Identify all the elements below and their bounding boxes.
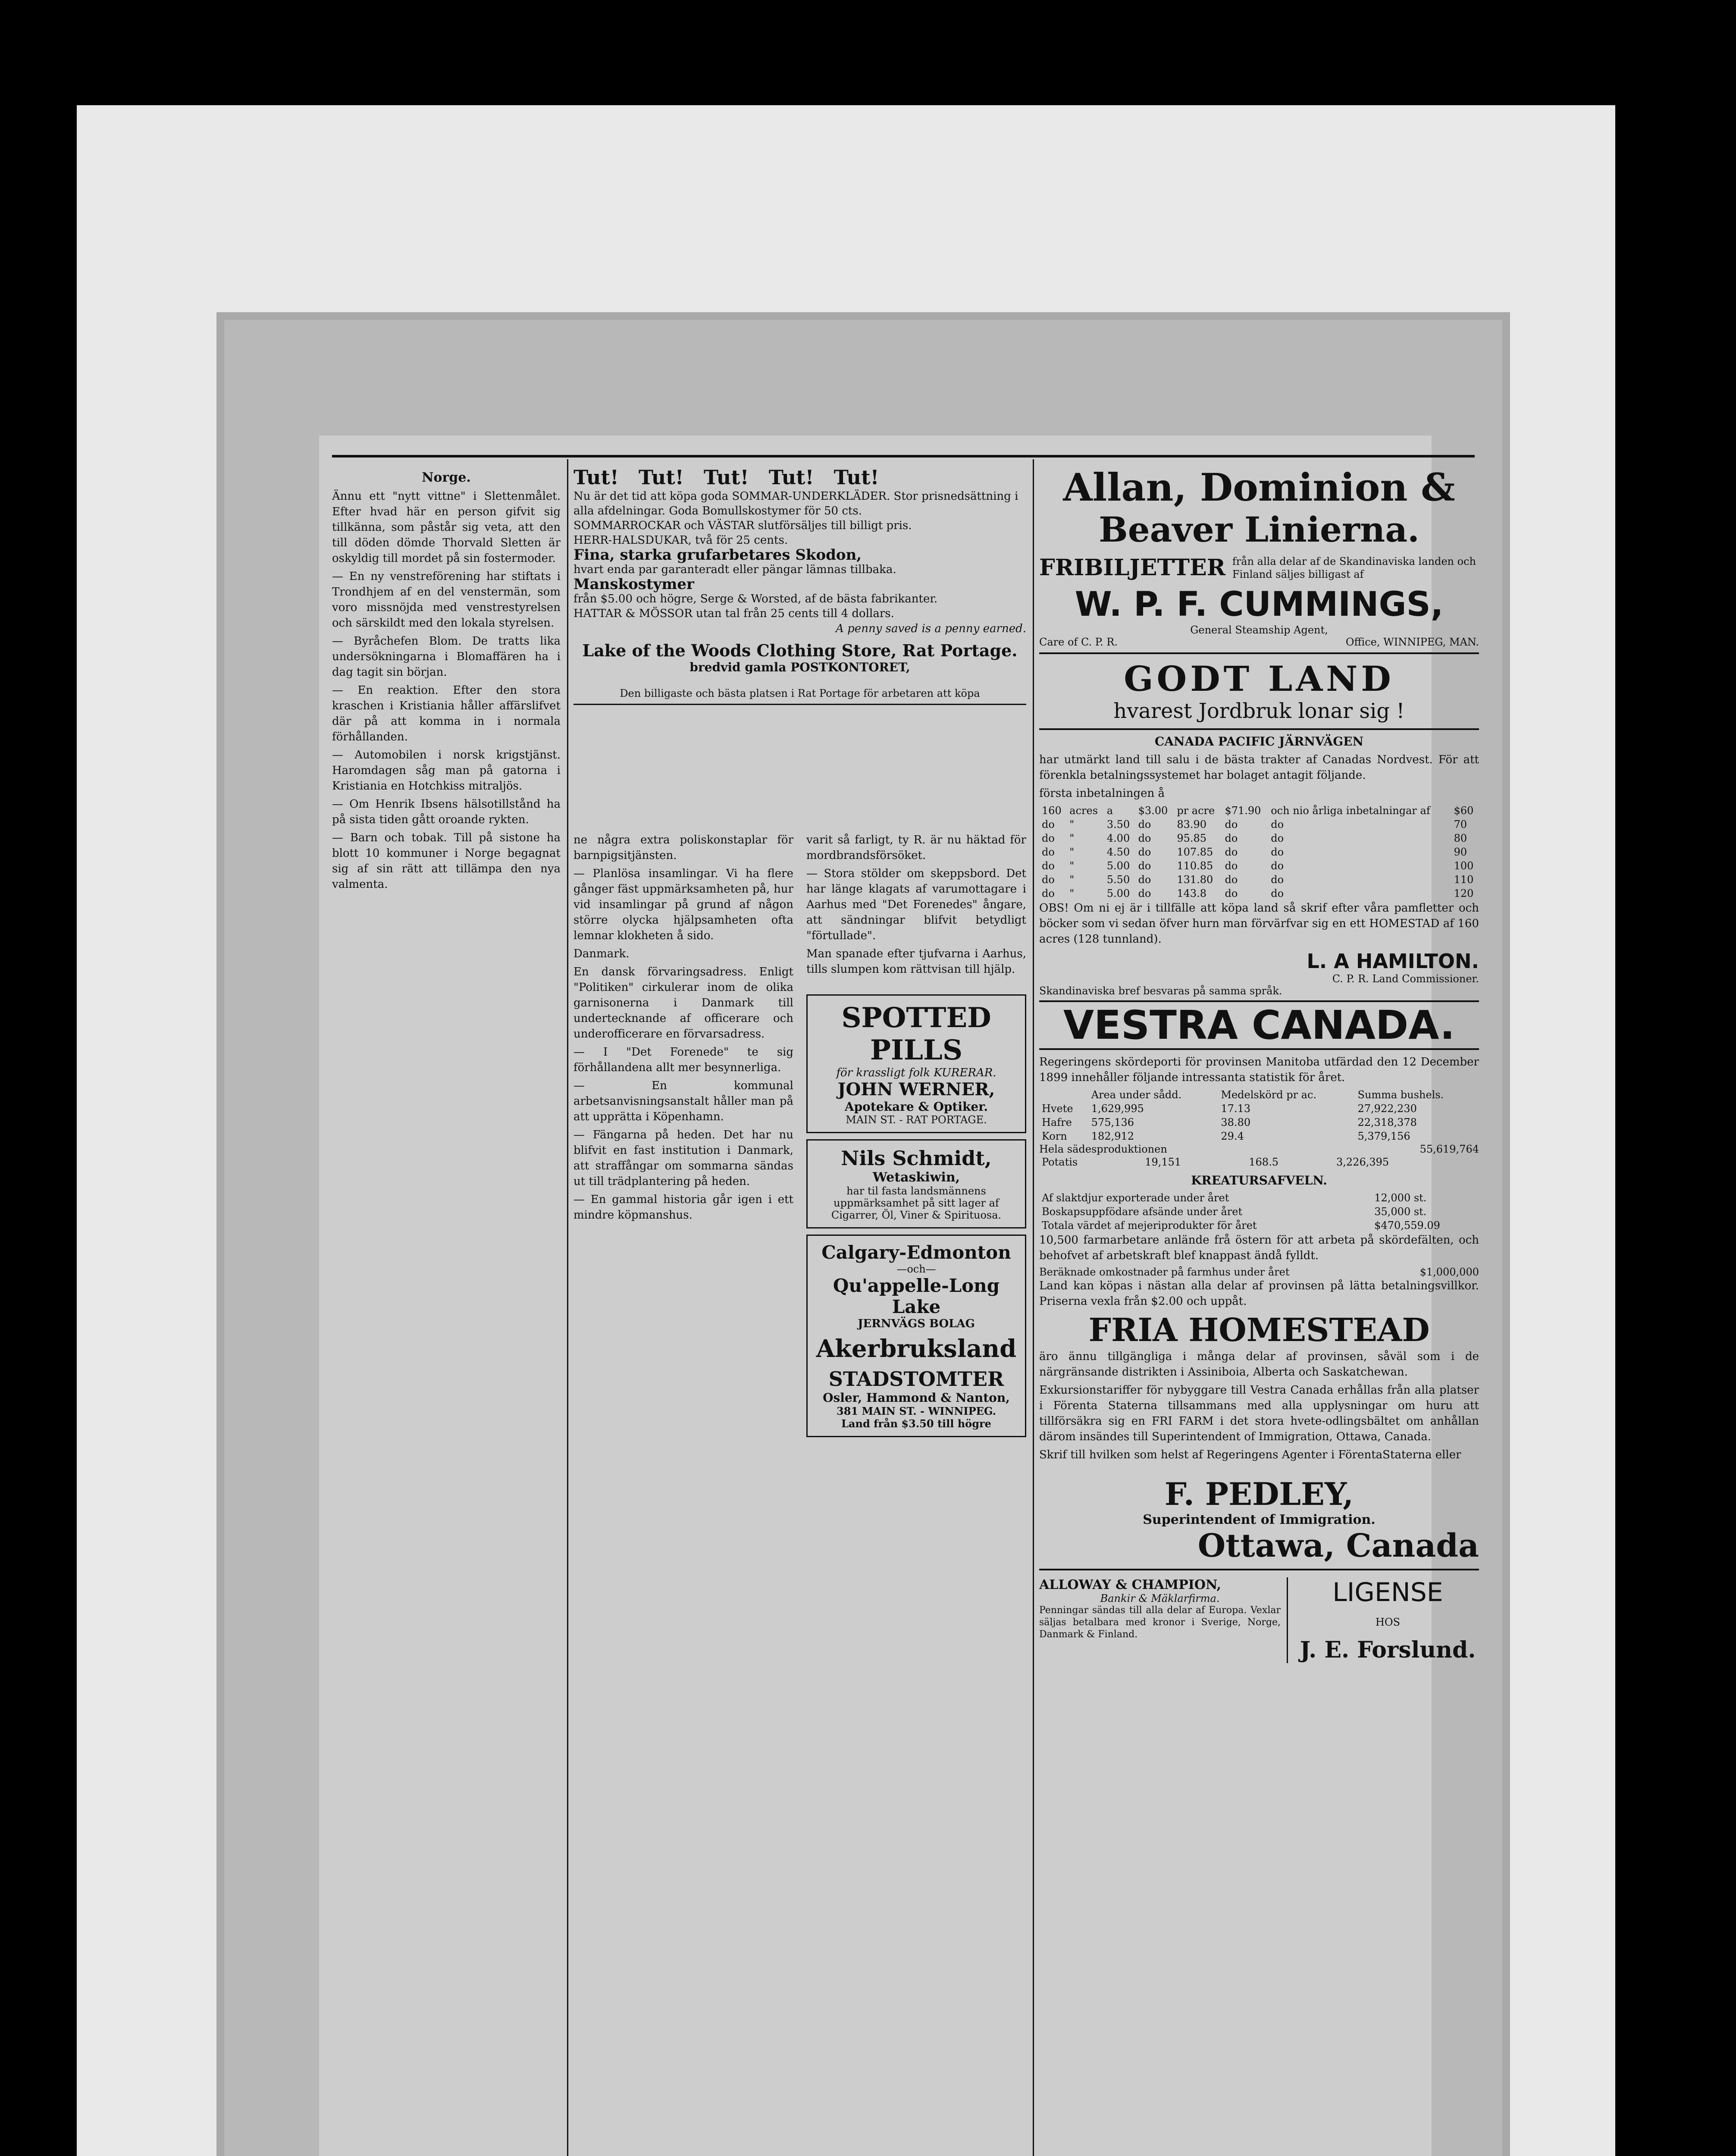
table-cell: do <box>1042 887 1055 899</box>
table-cell: och nio årliga inbetalningar af <box>1271 805 1430 817</box>
table-cell: " <box>1069 846 1075 858</box>
cummings-address <box>1039 636 1479 654</box>
table-cell: do <box>1138 887 1151 899</box>
cummings-role: General Steamship Agent, <box>1190 624 1328 636</box>
godt-land-title: GODT LAND <box>1124 658 1394 699</box>
table-cell: " <box>1069 832 1075 844</box>
exkursion-text: Exkursionstariffer för nybyggare till Vestra Canada erhållas från alla platser i Förenta Staterna tillsammans med alla upplysningar om huru att tillförsäkra sig en FRI FARM i det stora hvete-odlingsbältet om anhållan därom insändes till Superintendent of Immigration, Ottawa, Canada. <box>1039 1384 1479 1443</box>
right-subcolumn <box>806 832 1026 1443</box>
hamilton-role: C. P. R. Land Commissioner. <box>1332 973 1479 985</box>
cpr-text: har utmärkt land till salu i de bästa trakter af Canadas Nordvest. För att förenkla betalningssystemet har bolaget antagit följande. <box>1039 753 1479 782</box>
ad-line: hvart enda par garanteradt eller pängar lämnas tillbaka. <box>573 563 896 576</box>
table-cell: $71.90 <box>1225 805 1261 817</box>
table-cell: do <box>1271 832 1284 844</box>
table-cell: do <box>1042 874 1055 886</box>
table-cell: 22,318,378 <box>1357 1116 1417 1128</box>
table-cell: do <box>1225 846 1238 858</box>
ad-line: SOMMARROCKAR och VÄSTAR slutförsäljes till billigt pris. <box>573 519 912 532</box>
store-location: bredvid gamla POSTKONTORET, <box>689 660 910 674</box>
table-cell: 27,922,230 <box>1357 1103 1417 1115</box>
crop-row <box>1039 1116 1479 1129</box>
table-cell: Area under sådd. <box>1091 1089 1182 1101</box>
table-cell: do <box>1225 818 1238 830</box>
kreatur-row <box>1039 1219 1479 1232</box>
pills-role: Apotekare & Optiker. <box>844 1100 988 1114</box>
table-cell: $3.00 <box>1138 805 1168 817</box>
licence-ad <box>1297 1577 1479 1663</box>
hela-row <box>1039 1143 1479 1155</box>
crop-row <box>1039 1129 1479 1143</box>
table-cell: 575,136 <box>1091 1116 1134 1128</box>
crop-row <box>1039 1088 1479 1102</box>
table-cell: 5.00 <box>1106 887 1130 899</box>
land-payment-table <box>1039 804 1479 900</box>
tut-word: Tut! <box>834 466 879 489</box>
fribiljetter-text: från alla delar af de Skandinaviska landen och Finland säljes billigast af <box>1232 555 1476 580</box>
table-cell: 110.85 <box>1177 860 1213 872</box>
table-cell: 17.13 <box>1221 1103 1251 1115</box>
table-cell: 38.80 <box>1221 1116 1251 1128</box>
schmidt-name: Nils Schmidt, <box>841 1147 992 1170</box>
kreatur-row <box>1039 1191 1479 1205</box>
pills-name: JOHN WERNER, <box>837 1079 995 1100</box>
pedley-role: Superintendent of Immigration. <box>1143 1512 1376 1527</box>
table-cell: 3.50 <box>1106 818 1130 830</box>
cpr-title: CANADA PACIFIC JÄRNVÄGEN <box>1154 734 1364 749</box>
ad-line: Fina, starka grufarbetares Skodon, <box>573 546 862 564</box>
table-cell: do <box>1225 860 1238 872</box>
fria-text: äro ännu tillgängliga i många delar af provinsen, såväl som i de närgränsande distrikten i Assiniboia, Alberta och Saskatchewan. <box>1039 1350 1479 1379</box>
article-paragraph: — I "Det Forenede" te sig förhållandena allt mer besynnerliga. <box>573 1046 793 1074</box>
alloway-subtitle: Bankir & Mäklarfirma. <box>1100 1592 1220 1604</box>
jordbruk-subtitle: hvarest Jordbruk lonar sig ! <box>1039 699 1479 730</box>
quappelle-title: Qu'appelle-Long Lake <box>833 1275 1000 1317</box>
osler-name: Osler, Hammond & Nanton, <box>823 1391 1010 1405</box>
licence-hos: HOS <box>1375 1616 1401 1628</box>
licence-title: LIGENSE <box>1332 1577 1443 1608</box>
tut-word: Tut! <box>768 466 814 489</box>
fribiljetter-row <box>1039 555 1479 581</box>
table-cell: Totala värdet af mejeriprodukter för året <box>1042 1219 1257 1232</box>
table-cell: do <box>1042 818 1055 830</box>
land-price: Land från $3.50 till högre <box>841 1417 991 1430</box>
table-cell: 5.00 <box>1106 860 1130 872</box>
ottawa-title: Ottawa, Canada <box>1039 1527 1479 1570</box>
table-cell: do <box>1225 832 1238 844</box>
article-paragraph: — Stora stölder om skeppsbord. Det har länge klagats af varumottagare i Aarhus med "Det Forenedes" ångare, att sändningar blifvit betydligt "förtullade". <box>806 867 1026 942</box>
vestra-canada-title: VESTRA CANADA. <box>1039 1002 1479 1050</box>
table-cell: do <box>1042 860 1055 872</box>
table-cell: 70 <box>1454 818 1467 830</box>
ad-line: HATTAR & MÖSSOR utan tal från 25 cents till 4 dollars. <box>573 607 894 620</box>
table-cell: do <box>1271 887 1284 899</box>
hamilton-note: Skandinaviska bref besvaras på samma språk. <box>1039 985 1479 1002</box>
clothing-ad <box>573 489 1026 621</box>
article-paragraph: Ännu ett "nytt vittne" i Slettenmålet. Efter hvad här en person gifvit sig tillkänna, som påstår sig veta, att den till döden dömde Thorvald Sletten är oskyldig till mordet på sin fostermoder. <box>332 490 561 565</box>
stadstomter-title: STADSTOMTER <box>828 1367 1004 1391</box>
left-subcolumn <box>573 832 793 1225</box>
table-cell: $60 <box>1454 805 1474 817</box>
calgary-and: —och— <box>896 1263 936 1275</box>
article-paragraphs <box>332 489 561 892</box>
hela-label: Hela sädesproduktionen <box>1039 1143 1167 1155</box>
schmidt-text: har til fasta landsmännens uppmärksamhet på sitt lager af Cigarrer, Öl, Viner & Spirituosa. <box>831 1185 1002 1221</box>
byggnader-row <box>1039 1266 1479 1278</box>
section-heading: Norge. <box>422 470 471 485</box>
table-cell: Hvete <box>1042 1103 1073 1115</box>
table-cell: do <box>1225 887 1238 899</box>
article-paragraph: — Om Henrik Ibsens hälsotillstånd ha på sista tiden gått oroande rykten. <box>332 798 561 826</box>
tut-word: Tut! <box>573 466 619 489</box>
table-cell: 3,226,395 <box>1336 1156 1389 1168</box>
table-cell: do <box>1138 846 1151 858</box>
alloway-ad <box>1039 1577 1288 1663</box>
tut-word: Tut! <box>703 466 749 489</box>
bolag-label: JERNVÄGS BOLAG <box>858 1317 975 1330</box>
fria-homestead-title: FRIA HOMESTEAD <box>1088 1312 1430 1349</box>
tut-headline <box>573 466 1026 489</box>
table-cell: 160 <box>1042 805 1062 817</box>
column-middle <box>573 466 1026 2156</box>
fribiljetter-label: FRIBILJETTER <box>1039 555 1225 581</box>
column-divider <box>567 459 568 2156</box>
first-payment-label: första inbetalningen å <box>1039 787 1165 800</box>
forslund-name: J. E. Forslund. <box>1300 1637 1476 1663</box>
table-cell: 107.85 <box>1177 846 1213 858</box>
table-cell: 143.8 <box>1177 887 1207 899</box>
table-cell: 131.80 <box>1177 874 1213 886</box>
ad-line: Manskostymer <box>573 576 694 593</box>
pills-address: MAIN ST. - RAT PORTAGE. <box>846 1114 987 1126</box>
ad-line: HERR-HALSDUKAR, två för 25 cents. <box>573 534 788 547</box>
pedley-name: F. PEDLEY, <box>1164 1476 1354 1512</box>
table-cell: 1,629,995 <box>1091 1103 1144 1115</box>
ad-line: Nu är det tid att köpa goda SOMMAR-UNDERKLÄDER. Stor prisnedsättning i alla afdelningar. Goda Bomullskostymer för 50 cts. <box>573 490 1018 517</box>
cummings-name: W. P. F. CUMMINGS, <box>1075 585 1444 624</box>
table-cell: Medelskörd pr ac. <box>1221 1089 1317 1101</box>
ad-line: från $5.00 och högre, Serge & Worsted, af de bästa fabrikanter. <box>573 592 938 605</box>
table-cell: 182,912 <box>1091 1130 1134 1142</box>
table-cell: 12,000 st. <box>1374 1192 1427 1204</box>
hela-total: 55,619,764 <box>1420 1143 1479 1155</box>
table-cell: do <box>1271 874 1284 886</box>
table-cell: do <box>1271 846 1284 858</box>
table-cell: do <box>1271 818 1284 830</box>
article-paragraph: — En reaktion. Efter den stora kraschen i Kristiania håller affärslifvet där på att komma in i normala förhållanden. <box>332 684 561 743</box>
schmidt-ad <box>806 1139 1026 1228</box>
potatis-table <box>1039 1155 1479 1169</box>
article-paragraph: — En gammal historia går igen i ett mindre köpmanshus. <box>573 1193 793 1222</box>
crop-table <box>1039 1088 1479 1143</box>
table-cell <box>1039 1088 1089 1102</box>
osler-address: 381 MAIN ST. - WINNIPEG. <box>837 1405 996 1417</box>
table-cell: 29.4 <box>1221 1130 1244 1142</box>
column-ads <box>1039 466 1479 2156</box>
table-cell: a <box>1106 805 1113 817</box>
alloway-text: Penningar sändas till alla delar af Europa. Vexlar säljas betalbara med kronor i Sverige, Norge, Danmark & Finland. <box>1039 1605 1281 1640</box>
table-cell: 35,000 st. <box>1374 1206 1427 1218</box>
land-row <box>1039 831 1479 845</box>
pills-title: SPOTTED PILLS <box>841 1002 991 1066</box>
office: Office, WINNIPEG, MAN. <box>1345 636 1479 648</box>
table-cell: Boskapsuppfödare afsände under året <box>1042 1206 1243 1218</box>
table-cell: 168.5 <box>1249 1156 1278 1168</box>
article-paragraph: — Byråchefen Blom. De tratts lika undersökningarna i Blomaffären ha i dag tagit sin början. <box>332 635 561 679</box>
ad-motto: A penny saved is a penny earned. <box>836 622 1026 635</box>
table-cell: 120 <box>1454 887 1474 899</box>
table-cell: do <box>1271 860 1284 872</box>
cpr-note: OBS! Om ni ej är i tillfälle att köpa land så skrif efter våra pamfletter och böcker som vi sedan öfver hurn man förvärfvar sig en ett HOMESTAD af 160 acres (128 tunnland). <box>1039 902 1479 946</box>
table-cell: do <box>1042 846 1055 858</box>
skrif-text: Skrif till hvilken som helst af Regeringens Agenter i FörentaStaterna eller <box>1039 1448 1461 1461</box>
table-cell: Korn <box>1042 1130 1067 1142</box>
article-paragraph: Danmark. <box>573 947 630 960</box>
allan-title-2: Beaver Linierna. <box>1099 509 1420 550</box>
table-cell: 100 <box>1454 860 1474 872</box>
table-cell: 4.00 <box>1106 832 1130 844</box>
table-cell: Summa bushels. <box>1357 1089 1444 1101</box>
potatis-row <box>1039 1155 1479 1169</box>
article-paragraph: ne några extra poliskonstaplar för barnpigsitjänsten. <box>573 834 793 862</box>
article-paragraph: — Barn och tobak. Till på sistone ha blott 10 kommuner i Norge begagnat sig af sin rätt att tillämpa den nya valmenta. <box>332 831 561 891</box>
report-intro: Regeringens skördeporti för provinsen Manitoba utfärdad den 12 December 1899 innehåller följande intressanta statistik för året. <box>1039 1056 1479 1084</box>
table-cell: 19,151 <box>1145 1156 1181 1168</box>
table-cell: " <box>1069 887 1075 899</box>
bottom-ads <box>1039 1577 1479 1663</box>
article-paragraph: — Fängarna på heden. Det har nu blifvit en fast institution i Danmark, att straffångar om sommarna sändas ut till trädplantering på heden. <box>573 1128 793 1188</box>
article-paragraph: — Automobilen i norsk krigstjänst. Haromdagen såg man på gatorna i Kristiania en Hotchkiss mitraljös. <box>332 749 561 793</box>
care-of: Care of C. P. R. <box>1039 636 1118 648</box>
store-tagline: Den billigaste och bästa platsen i Rat Portage för arbetaren att köpa <box>573 687 1026 705</box>
table-cell: $470,559.09 <box>1374 1219 1440 1232</box>
land-row <box>1039 873 1479 887</box>
table-cell: do <box>1138 860 1151 872</box>
table-cell: Af slaktdjur exporterade under året <box>1042 1192 1229 1204</box>
byggnader-label: Beräknade omkostnader på farmhus under året <box>1039 1266 1290 1278</box>
table-cell: 4.50 <box>1106 846 1130 858</box>
kreatur-row <box>1039 1205 1479 1219</box>
column-divider <box>1033 459 1034 2156</box>
spotted-pills-ad <box>806 994 1026 1133</box>
crop-row <box>1039 1102 1479 1116</box>
article-paragraph: Man spanade efter tjufvarna i Aarhus, tills slumpen kom rättvisan till hjälp. <box>806 947 1026 976</box>
article-paragraph: En dansk förvaringsadress. Enligt "Politiken" cirkulerar inom de olika garnisonerna i Danmark till undertecknande af officerare och underofficerare en förvarsadress. <box>573 965 793 1040</box>
hamilton-name: L. A HAMILTON. <box>1307 950 1479 973</box>
store-name: Lake of the Woods Clothing Store, Rat Portage. <box>582 641 1018 660</box>
tut-word: Tut! <box>638 466 684 489</box>
article-paragraph: — En ny venstreförening har stiftats i Trondhjem af en del venstermän, som voro missnöjda med venstrestyrelsen och särskildt med den lokala styrelsen. <box>332 570 561 630</box>
table-cell: " <box>1069 874 1075 886</box>
table-cell: 5.50 <box>1106 874 1130 886</box>
table-cell: 5,379,156 <box>1357 1130 1410 1142</box>
pills-subtitle: för krassligt folk KURERAR. <box>836 1066 996 1079</box>
table-cell: do <box>1138 818 1151 830</box>
schmidt-place: Wetaskiwin, <box>872 1170 960 1185</box>
table-cell: acres <box>1069 805 1098 817</box>
farmare-text: 10,500 farmarbetare anlände frå östern för att arbeta på skördefälten, och behofvet af arbetskraft blef knappast ändå fylldt. <box>1039 1234 1479 1262</box>
table-cell: do <box>1225 874 1238 886</box>
akerbruk-title: Akerbruksland <box>816 1335 1017 1363</box>
land-row <box>1039 859 1479 873</box>
table-cell: pr acre <box>1177 805 1215 817</box>
land-row <box>1039 818 1479 831</box>
land-row <box>1039 804 1479 818</box>
right-paragraphs <box>806 832 1026 977</box>
table-cell: do <box>1042 832 1055 844</box>
byggnader-sum: $1,000,000 <box>1420 1266 1479 1278</box>
newspaper-page <box>319 436 1479 2156</box>
table-cell: " <box>1069 860 1075 872</box>
table-cell: Hafre <box>1042 1116 1072 1128</box>
table-cell: 80 <box>1454 832 1467 844</box>
top-rule <box>332 455 1475 458</box>
kreatur-title: KREATURSAFVELN. <box>1191 1173 1327 1188</box>
land-row <box>1039 887 1479 900</box>
allan-title: Allan, Dominion & <box>1063 466 1455 510</box>
table-cell: " <box>1069 818 1075 830</box>
land-row <box>1039 845 1479 859</box>
table-cell: 95.85 <box>1177 832 1207 844</box>
article-paragraph: — Planlösa insamlingar. Vi ha flere gånger fäst uppmärksamheten på, hur vid insamlingar på grund af någon större olycka hjälpsamheten ofta lemnar klokheten å sido. <box>573 867 793 942</box>
table-cell: do <box>1138 832 1151 844</box>
table-cell: 83.90 <box>1177 818 1207 830</box>
article-paragraph: — En kommunal arbetsanvisningsanstalt håller man på att upprätta i Köpenhamn. <box>573 1079 793 1123</box>
table-cell: Potatis <box>1042 1156 1078 1168</box>
calgary-title: Calgary-Edmonton <box>821 1242 1011 1263</box>
alloway-name: ALLOWAY & CHAMPION, <box>1039 1577 1221 1592</box>
table-cell: 110 <box>1454 874 1474 886</box>
table-cell: 90 <box>1454 846 1467 858</box>
article-paragraph: varit så farligt, ty R. är nu häktad för mordbrandsförsöket. <box>806 834 1026 862</box>
table-cell: do <box>1138 874 1151 886</box>
land-kop-text: Land kan köpas i nästan alla delar af provinsen på lätta betalningsvillkor. Priserna vexla från $2.00 och uppåt. <box>1039 1279 1479 1308</box>
column-norge <box>332 466 561 2156</box>
railway-land-ad <box>806 1235 1026 1437</box>
kreatur-table <box>1039 1191 1479 1232</box>
